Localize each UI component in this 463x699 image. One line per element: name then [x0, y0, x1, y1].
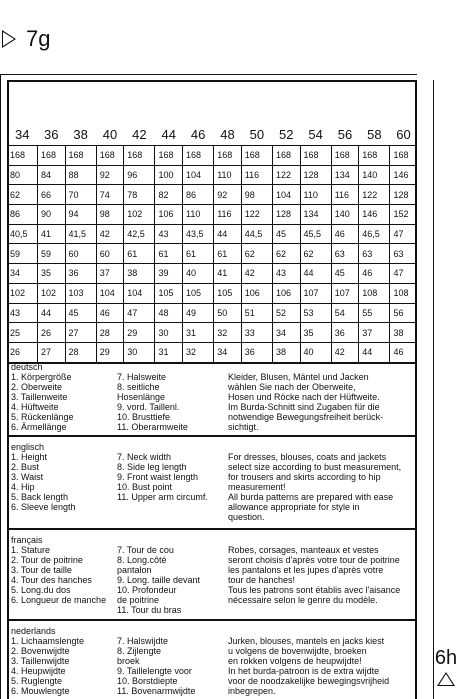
size-cell: 30 — [124, 342, 155, 362]
advice-line: select size according to bust measurement, — [228, 462, 402, 472]
size-cell: 90 — [37, 205, 65, 225]
size-cell: 35 — [37, 264, 65, 284]
size-cell: 107 — [300, 283, 331, 303]
size-header-cell: 36 — [44, 127, 59, 142]
size-header-cell: 44 — [161, 127, 176, 142]
size-cell: 26 — [37, 323, 65, 343]
section-divider — [7, 435, 417, 437]
measurement-item: 6. Mouwlengte — [11, 686, 70, 696]
measurement-item: 1. Height — [11, 452, 48, 462]
size-cell: 70 — [65, 185, 96, 205]
section-divider — [7, 619, 417, 621]
sizing-advice — [228, 545, 413, 605]
size-cell: 140 — [359, 165, 390, 185]
language-section — [7, 355, 417, 435]
size-cell: 46 — [331, 224, 359, 244]
size-cell: 94 — [65, 205, 96, 225]
advice-line: seront choisis d'après votre tour de poitrine — [228, 555, 400, 565]
size-cell: 61 — [214, 244, 242, 264]
size-cell: 47 — [124, 303, 155, 323]
measurement-list — [11, 545, 121, 605]
size-header-cell: 38 — [73, 127, 88, 142]
size-header-row — [7, 124, 417, 146]
advice-line: sichtigt. — [228, 422, 259, 432]
size-row — [7, 303, 417, 323]
size-cell: 82 — [155, 185, 183, 205]
size-cell: 168 — [331, 146, 359, 166]
size-cell: 134 — [300, 205, 331, 225]
arrow-right-icon — [2, 30, 16, 48]
measurement-item: 4. Hüftweite — [11, 402, 59, 412]
size-cell: 122 — [241, 205, 272, 225]
size-row — [7, 185, 417, 205]
size-header-cell: 48 — [220, 127, 235, 142]
language-name: nederlands — [11, 626, 56, 636]
size-cell: 59 — [37, 244, 65, 264]
size-cell: 52 — [272, 303, 300, 323]
size-cell: 168 — [155, 146, 183, 166]
measurement-item: 11. Tour du bras — [117, 605, 182, 615]
size-cell: 86 — [183, 185, 214, 205]
size-header-cell: 60 — [396, 127, 411, 142]
size-cell: 92 — [96, 165, 124, 185]
size-cell: 98 — [241, 185, 272, 205]
size-cell: 42 — [241, 264, 272, 284]
size-cell: 47 — [390, 264, 417, 284]
advice-line: Jurken, blouses, mantels en jacks kiest — [228, 636, 385, 646]
size-cell: 168 — [214, 146, 242, 166]
measurement-item: 2. Tour de poitrine — [11, 555, 83, 565]
size-header-cell: 34 — [15, 127, 30, 142]
language-section — [7, 619, 417, 699]
size-cell: 37 — [96, 264, 124, 284]
size-table — [7, 124, 417, 364]
size-cell: 140 — [331, 205, 359, 225]
size-cell: 98 — [96, 205, 124, 225]
size-cell: 84 — [37, 165, 65, 185]
size-cell: 88 — [65, 165, 96, 185]
measurement-item: 11. Bovenarmwijdte — [117, 686, 196, 696]
arrow-up-icon — [437, 672, 455, 686]
size-cell: 146 — [390, 165, 417, 185]
size-row — [7, 224, 417, 244]
measurement-item: 4. Hip — [11, 482, 35, 492]
size-cell: 42 — [96, 224, 124, 244]
size-cell: 32 — [214, 323, 242, 343]
size-cell: 53 — [300, 303, 331, 323]
measurement-item: 10. Borstdiepte — [117, 676, 178, 686]
size-cell: 110 — [214, 165, 242, 185]
size-row — [7, 264, 417, 284]
outer-border-left — [0, 74, 1, 699]
measurement-item: 1. Stature — [11, 545, 51, 555]
measurement-item: 5. Back length — [11, 492, 69, 502]
size-cell: 43 — [155, 224, 183, 244]
size-row — [7, 146, 417, 166]
size-cell: 29 — [96, 342, 124, 362]
size-cell: 128 — [272, 205, 300, 225]
size-cell: 102 — [124, 205, 155, 225]
measurement-item: 7. Neck width — [117, 452, 172, 462]
advice-line: In het burda-patroon is de extra wijdte — [228, 666, 380, 676]
size-cell: 32 — [183, 342, 214, 362]
size-cell: 168 — [124, 146, 155, 166]
advice-line: nécessaire selon le genre du modèle. — [228, 595, 378, 605]
right-gutter-line — [433, 80, 434, 699]
size-cell: 41 — [37, 224, 65, 244]
size-cell: 41,5 — [65, 224, 96, 244]
size-cell: 168 — [7, 146, 37, 166]
size-cell: 92 — [214, 185, 242, 205]
size-cell: 46 — [359, 264, 390, 284]
measurement-item: 4. Heupwijdte — [11, 666, 66, 676]
measurement-item: 7. Halswijdte — [117, 636, 169, 646]
size-cell: 104 — [96, 283, 124, 303]
size-cell: 38 — [390, 323, 417, 343]
size-cell: 146 — [359, 205, 390, 225]
size-cell: 134 — [331, 165, 359, 185]
size-cell: 62 — [241, 244, 272, 264]
size-cell: 40 — [300, 342, 331, 362]
measurement-item: 6. Ärmellänge — [11, 422, 67, 432]
size-cell: 37 — [359, 323, 390, 343]
size-cell: 128 — [300, 165, 331, 185]
sizing-advice — [228, 636, 413, 696]
advice-line: Tous les patrons sont établis avec l'aisance — [228, 585, 401, 595]
size-cell: 40 — [183, 264, 214, 284]
advice-line: les pantalons et les jupes d'après votre — [228, 565, 384, 575]
advice-line: u volgens de bovenwijdte, broeken — [228, 646, 367, 656]
measurement-item: 1. Körpergröße — [11, 372, 72, 382]
size-cell: 31 — [155, 342, 183, 362]
size-header-cell: 42 — [132, 127, 147, 142]
measurement-item: 7. Tour de cou — [117, 545, 174, 555]
size-cell: 34 — [7, 264, 37, 284]
size-cell: 36 — [241, 342, 272, 362]
size-cell: 45 — [331, 264, 359, 284]
size-cell: 116 — [241, 165, 272, 185]
size-row — [7, 165, 417, 185]
size-cell: 110 — [183, 205, 214, 225]
size-cell: 61 — [155, 244, 183, 264]
advice-line: Im Burda-Schnitt sind Zugaben für die — [228, 402, 380, 412]
size-cell: 34 — [214, 342, 242, 362]
size-row — [7, 244, 417, 264]
size-cell: 36 — [65, 264, 96, 284]
advice-line: tour de hanches! — [228, 575, 296, 585]
size-cell: 45 — [65, 303, 96, 323]
size-header-cell: 52 — [279, 127, 294, 142]
language-name: français — [11, 535, 43, 545]
size-cell: 47 — [390, 224, 417, 244]
measurement-item: 3. Tour de taille — [11, 565, 72, 575]
size-cell: 62 — [272, 244, 300, 264]
size-cell: 122 — [359, 185, 390, 205]
size-header-cell: 40 — [102, 127, 118, 142]
size-cell: 106 — [272, 283, 300, 303]
size-cell: 103 — [65, 283, 96, 303]
measurement-list — [11, 452, 121, 512]
size-cell: 168 — [390, 146, 417, 166]
sizing-advice — [228, 452, 413, 522]
size-cell: 55 — [359, 303, 390, 323]
advice-line: for trousers and skirts according to hip — [228, 472, 381, 482]
size-cell: 40,5 — [7, 224, 37, 244]
size-cell: 104 — [183, 165, 214, 185]
size-header-cell: 58 — [367, 127, 382, 142]
size-cell: 61 — [183, 244, 214, 264]
size-cell: 168 — [96, 146, 124, 166]
size-header-cell: 56 — [337, 127, 353, 142]
advice-line: question. — [228, 512, 265, 522]
measurement-item: 9. Taillelengte voor — [117, 666, 192, 676]
size-cell: 36 — [331, 323, 359, 343]
size-cell: 116 — [214, 205, 242, 225]
size-cell: 43 — [7, 303, 37, 323]
size-cell: 62 — [300, 244, 331, 264]
size-cell: 168 — [37, 146, 65, 166]
sizing-advice — [228, 372, 413, 432]
size-cell: 80 — [7, 165, 37, 185]
measurement-item: 2. Bust — [11, 462, 40, 472]
size-cell: 25 — [7, 323, 37, 343]
size-cell: 168 — [272, 146, 300, 166]
size-cell: 74 — [96, 185, 124, 205]
size-cell: 63 — [331, 244, 359, 264]
size-cell: 43,5 — [183, 224, 214, 244]
size-cell: 168 — [241, 146, 272, 166]
advice-line: For dresses, blouses, coats and jackets — [228, 452, 387, 462]
size-cell: 48 — [155, 303, 183, 323]
measurement-item: 9. vord. Taillenl. — [117, 402, 180, 412]
size-row — [7, 323, 417, 343]
size-cell: 38 — [124, 264, 155, 284]
size-cell: 108 — [359, 283, 390, 303]
size-cell: 104 — [272, 185, 300, 205]
measurement-item: 2. Oberweite — [11, 382, 63, 392]
size-cell: 96 — [124, 165, 155, 185]
advice-line: notwendige Bewegungsfreiheit berück- — [228, 412, 384, 422]
size-cell: 54 — [331, 303, 359, 323]
measurement-item: 7. Halsweite — [117, 372, 167, 382]
size-cell: 100 — [155, 165, 183, 185]
size-cell: 63 — [390, 244, 417, 264]
size-cell: 63 — [359, 244, 390, 264]
advice-line: wählen Sie nach der Oberweite, — [228, 382, 356, 392]
advice-line: en rokken volgens de heupwijdte! — [228, 656, 362, 666]
size-cell: 168 — [300, 146, 331, 166]
measurement-item: 6. Longueur de manche — [11, 595, 107, 605]
measurement-item: 9. Front waist length — [117, 472, 199, 482]
size-header-cell: 50 — [249, 127, 265, 142]
size-cell: 168 — [65, 146, 96, 166]
size-cell: 110 — [300, 185, 331, 205]
size-header-cell: 54 — [308, 127, 323, 142]
advice-line: Hosen und Röcke nach der Hüftweite. — [228, 392, 380, 402]
size-cell: 168 — [183, 146, 214, 166]
size-cell: 41 — [214, 264, 242, 284]
measurement-item: 10. Bust point — [117, 482, 173, 492]
measurement-list-extra — [117, 372, 222, 432]
size-row — [7, 205, 417, 225]
size-cell: 28 — [65, 342, 96, 362]
size-cell: 44 — [359, 342, 390, 362]
size-cell: 44 — [300, 264, 331, 284]
outer-border-top — [0, 74, 417, 75]
size-cell: 38 — [272, 342, 300, 362]
size-cell: 66 — [37, 185, 65, 205]
measurement-item: 8. seitliche — [117, 382, 160, 392]
size-cell: 102 — [7, 283, 37, 303]
measurement-item: 5. Ruglengte — [11, 676, 63, 686]
size-cell: 44,5 — [241, 224, 272, 244]
size-cell: 27 — [37, 342, 65, 362]
advice-line: inbegrepen. — [228, 686, 276, 696]
size-cell: 31 — [183, 323, 214, 343]
size-cell: 35 — [300, 323, 331, 343]
size-cell: 42,5 — [124, 224, 155, 244]
size-cell: 49 — [183, 303, 214, 323]
measurement-item: broek — [117, 656, 140, 666]
measurement-item: 5. Rückenlänge — [11, 412, 74, 422]
size-cell: 61 — [124, 244, 155, 264]
size-cell: 34 — [272, 323, 300, 343]
measurement-list — [11, 636, 121, 696]
measurement-item: 11. Upper arm circumf. — [117, 492, 208, 502]
measurement-item: 3. Waist — [11, 472, 44, 482]
size-cell: 168 — [359, 146, 390, 166]
measurement-item: de poitrine — [117, 595, 160, 605]
size-cell: 128 — [390, 185, 417, 205]
size-cell: 105 — [155, 283, 183, 303]
measurement-list-extra — [117, 545, 222, 615]
measurement-item: 4. Tour des hanches — [11, 575, 92, 585]
measurement-item: 9. Long. taille devant — [117, 575, 201, 585]
measurement-item: 3. Taillenwijdte — [11, 656, 70, 666]
measurement-item: 11. Oberarmweite — [117, 422, 188, 432]
advice-line: Kleider, Blusen, Mäntel und Jacken — [228, 372, 369, 382]
advice-line: voor de noodzakelijke bewegingsvrijheid — [228, 676, 390, 686]
measurement-item: 8. Zijlengte — [117, 646, 162, 656]
measurement-item: 5. Long.du dos — [11, 585, 71, 595]
size-cell: 29 — [124, 323, 155, 343]
measurement-item: 10. Brusttiefe — [117, 412, 171, 422]
page-marker-label-bottom: 6h — [434, 647, 458, 669]
size-cell: 33 — [241, 323, 272, 343]
measurement-item: 10. Profondeur — [117, 585, 177, 595]
size-cell: 43 — [272, 264, 300, 284]
measurement-item: 1. Lichaamslengte — [11, 636, 85, 646]
size-cell: 59 — [7, 244, 37, 264]
size-cell: 60 — [96, 244, 124, 264]
measurement-item: 2. Bovenwijdte — [11, 646, 70, 656]
size-cell: 152 — [390, 205, 417, 225]
size-cell: 106 — [241, 283, 272, 303]
size-cell: 105 — [183, 283, 214, 303]
measurement-item: pantalon — [117, 565, 152, 575]
size-cell: 44 — [37, 303, 65, 323]
language-name: deutsch — [11, 362, 43, 372]
size-header-cell: 46 — [190, 127, 206, 142]
size-cell: 45,5 — [300, 224, 331, 244]
advice-line: allowance appropriate for style in — [228, 502, 360, 512]
size-cell: 28 — [96, 323, 124, 343]
advice-line: Robes, corsages, manteaux et vestes — [228, 545, 379, 555]
measurement-list-extra — [117, 636, 222, 696]
corner-marker-bottom-right — [433, 647, 459, 691]
size-cell: 46,5 — [359, 224, 390, 244]
size-cell: 105 — [214, 283, 242, 303]
language-section — [7, 528, 417, 619]
size-cell: 56 — [390, 303, 417, 323]
size-cell: 107 — [331, 283, 359, 303]
size-cell: 42 — [331, 342, 359, 362]
measurement-item: 8. Long.côté — [117, 555, 167, 565]
language-section — [7, 435, 417, 528]
size-cell: 26 — [7, 342, 37, 362]
measurement-item: 6. Sleeve length — [11, 502, 76, 512]
size-cell: 46 — [390, 342, 417, 362]
section-divider — [7, 528, 417, 530]
measurement-list — [11, 372, 121, 432]
size-cell: 104 — [124, 283, 155, 303]
measurement-item: Hosenlänge — [117, 392, 166, 402]
size-cell: 122 — [272, 165, 300, 185]
size-cell: 108 — [390, 283, 417, 303]
size-cell: 39 — [155, 264, 183, 284]
size-cell: 46 — [96, 303, 124, 323]
measurement-list-extra — [117, 452, 222, 502]
measurement-item: 8. Side leg length — [117, 462, 187, 472]
size-row — [7, 283, 417, 303]
advice-line: All burda patterns are prepared with ease — [228, 492, 394, 502]
size-cell: 116 — [331, 185, 359, 205]
page-marker-label: 7g — [26, 26, 51, 51]
size-cell: 62 — [7, 185, 37, 205]
size-cell: 86 — [7, 205, 37, 225]
size-cell: 44 — [214, 224, 242, 244]
language-name: englisch — [11, 442, 45, 452]
size-cell: 27 — [65, 323, 96, 343]
size-cell: 30 — [155, 323, 183, 343]
size-cell: 78 — [124, 185, 155, 205]
measurement-item: 3. Taillenweite — [11, 392, 68, 402]
size-cell: 106 — [155, 205, 183, 225]
size-cell: 60 — [65, 244, 96, 264]
size-cell: 51 — [241, 303, 272, 323]
size-cell: 45 — [272, 224, 300, 244]
size-cell: 102 — [37, 283, 65, 303]
size-cell: 50 — [214, 303, 242, 323]
advice-line: measurement! — [228, 482, 286, 492]
